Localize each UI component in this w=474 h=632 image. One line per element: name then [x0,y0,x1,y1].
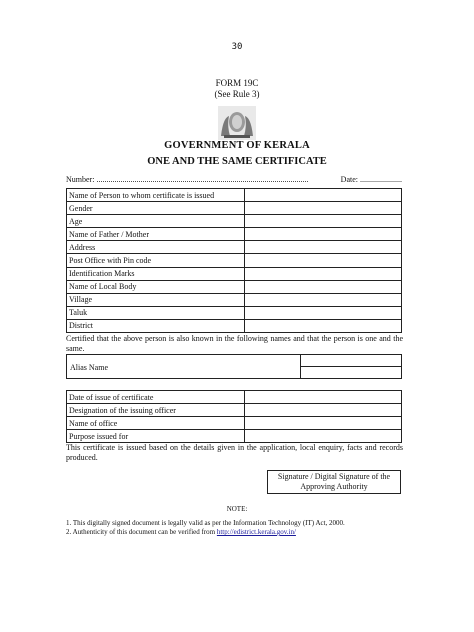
row-value [245,306,402,319]
row-value [245,319,402,332]
row-label: Name of Local Body [67,280,245,293]
signature-line-2: Approving Authority [300,482,368,491]
row-label: Age [67,215,245,228]
table-row [67,254,402,267]
row-label: Taluk [67,306,245,319]
row-value [245,280,402,293]
page-number: 30 [231,42,243,52]
note-item-1: 1. This digitally signed document is legally valid as per the Information Technology (IT) Act, 2000. [66,519,345,527]
row-label: Date of issue of certificate [67,391,245,404]
table-row [67,404,402,417]
certificate-title: ONE AND THE SAME CERTIFICATE [147,156,327,167]
row-label: Name of Person to whom certificate is issued [67,189,245,202]
alias-divider [301,366,402,367]
row-value [245,267,402,280]
alias-name-label: Alias Name [70,363,108,372]
note-heading: NOTE: [226,505,248,513]
certified-text: Certified that the above person is also known in the following names and that the person is one and the same. [66,334,403,353]
row-label: Village [67,293,245,306]
kerala-state-emblem-icon [218,106,256,140]
table-row [67,417,402,430]
row-value [245,241,402,254]
row-label: Designation of the issuing officer [67,404,245,417]
form-rule: (See Rule 3) [214,89,260,99]
number-date-line [66,175,402,184]
row-value [245,202,402,215]
table-row [67,189,402,202]
table-row [67,267,402,280]
alias-name-box [66,354,402,379]
row-label: Purpose issued for [67,430,245,443]
issue-details-table [66,390,402,443]
row-value [245,417,402,430]
row-label: District [67,319,245,332]
row-label: Post Office with Pin code [67,254,245,267]
row-value [245,228,402,241]
form-title: FORM 19C [215,78,259,88]
row-value [245,430,402,443]
row-value [245,215,402,228]
signature-line-1: Signature / Digital Signature of the [277,472,391,481]
alias-name-values [300,355,402,378]
row-label: Name of Father / Mother [67,228,245,241]
person-details-table [66,188,402,333]
table-row [67,391,402,404]
table-row [67,241,402,254]
row-value [245,254,402,267]
row-label: Name of office [67,417,245,430]
table-row [67,228,402,241]
table-row [67,280,402,293]
government-heading: GOVERNMENT OF KERALA [164,140,310,151]
row-value [245,293,402,306]
row-label: Identification Marks [67,267,245,280]
issued-text: This certificate is issued based on the details given in the application, local enquiry, facts and records produced. [66,443,403,462]
note-item-2 [66,528,296,537]
table-row [67,293,402,306]
row-value [245,189,402,202]
table-row [67,215,402,228]
table-row [67,319,402,332]
note-item-2-text: 2. Authenticity of this document can be verified from [66,528,217,536]
row-value [245,404,402,417]
row-value [245,391,402,404]
table-row [67,202,402,215]
signature-box [267,470,401,494]
table-row [67,306,402,319]
row-label: Gender [67,202,245,215]
number-label: Number: .......................................................................................................... [66,175,309,184]
form-header [0,78,474,100]
row-label: Address [67,241,245,254]
date-label: Date: ..................... [340,175,402,184]
edistrict-link[interactable]: http://edistrict.kerala.gov.in/ [216,528,296,536]
table-row [67,430,402,443]
